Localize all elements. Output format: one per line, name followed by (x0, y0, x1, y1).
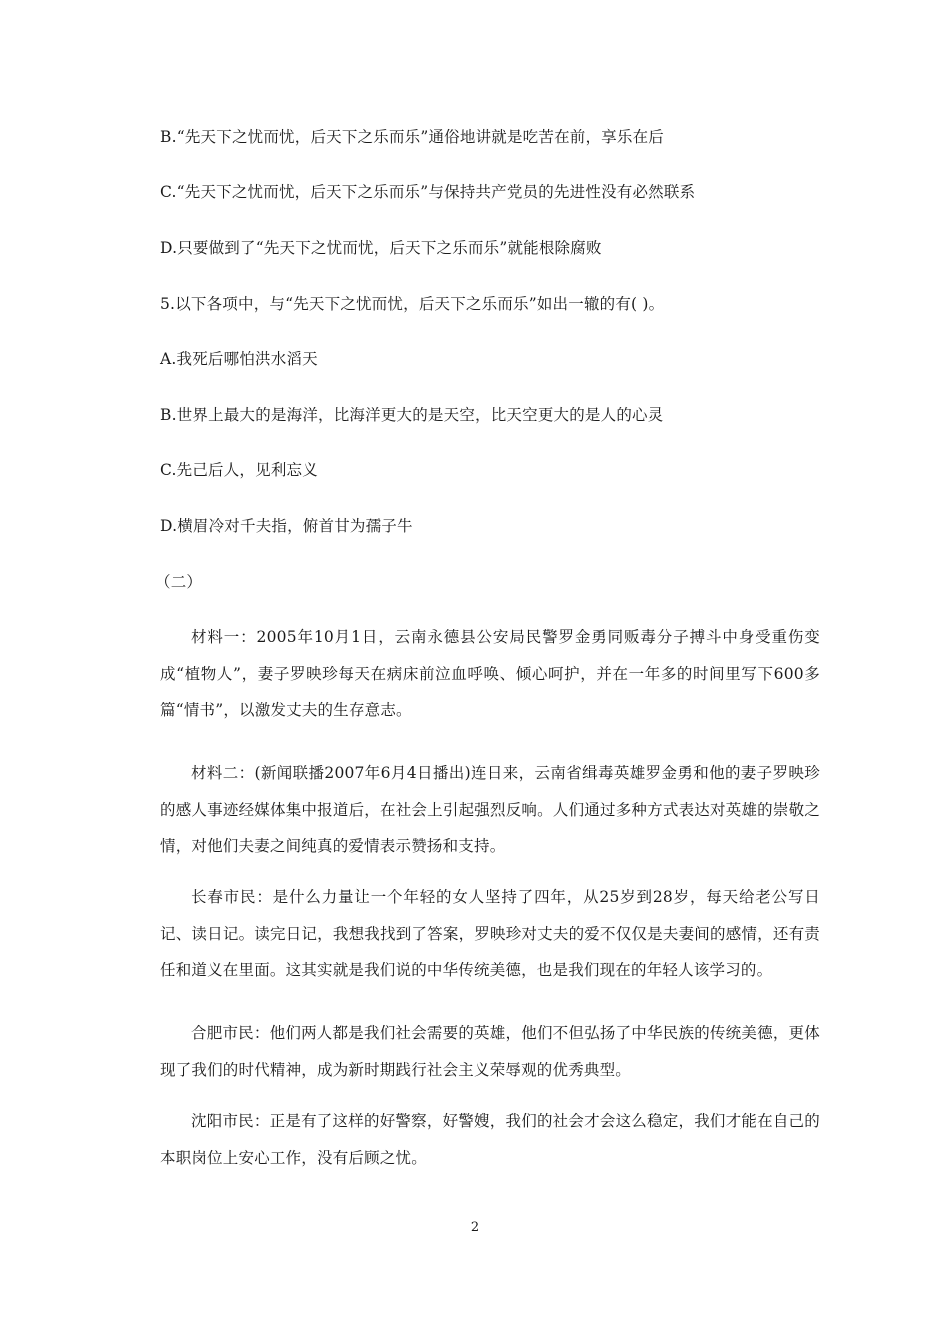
shenyang-citizen-comment: 沈阳市民：正是有了这样的好警察，好警嫂，我们的社会才会这么稳定，我们才能在自己的本职岗位上安心工作，没有后顾之忧。 (160, 1112, 820, 1167)
material-two: 材料二：(新闻联播2007年6月4日播出)连日来，云南省缉毒英雄罗金勇和他的妻子罗映珍的感人事迹经媒体集中报道后，在社会上引起强烈反响。人们通过多种方式表达对英雄的崇敬之情，对他们夫妻之间纯真的爱情表示赞扬和支持。 (160, 764, 820, 855)
option-q5-b: B.世界上最大的是海洋，比海洋更大的是天空，比天空更大的是人的心灵 (160, 406, 664, 424)
option-q5-a: A.我死后哪怕洪水滔天 (160, 350, 318, 368)
option-q5-d: D.横眉冷对千夫指，俯首甘为孺子牛 (160, 517, 413, 535)
material-one: 材料一：2005年10月1日，云南永德县公安局民警罗金勇同贩毒分子搏斗中身受重伤变成“植物人”，妻子罗映珍每天在病床前泣血呼唤、倾心呵护，并在一年多的时间里写下600多篇“情书”，以激发丈夫的生存意志。 (160, 628, 820, 719)
option-q4-d: D.只要做到了“先天下之忧而忧，后天下之乐而乐”就能根除腐败 (160, 239, 602, 257)
question-5-stem: 5.以下各项中，与“先天下之忧而忧，后天下之乐而乐”如出一辙的有( )。 (160, 295, 665, 313)
page-number: 2 (470, 1220, 480, 1235)
option-q4-b: B.“先天下之忧而忧，后天下之乐而乐”通俗地讲就是吃苦在前，享乐在后 (160, 128, 664, 146)
option-q5-c: C.先己后人，见利忘义 (160, 461, 318, 479)
changchun-citizen-comment: 长春市民：是什么力量让一个年轻的女人坚持了四年，从25岁到28岁，每天给老公写日记、读日记。读完日记，我想我找到了答案，罗映珍对丈夫的爱不仅仅是夫妻间的感情，还有责任和道义在里面。这其实就是我们说的中华传统美德，也是我们现在的年轻人该学习的。 (160, 888, 820, 979)
section-heading: （二） (155, 573, 203, 591)
option-q4-c: C.“先天下之忧而忧，后天下之乐而乐”与保持共产党员的先进性没有必然联系 (160, 183, 696, 201)
hefei-citizen-comment: 合肥市民：他们两人都是我们社会需要的英雄，他们不但弘扬了中华民族的传统美德，更体现了我们的时代精神，成为新时期践行社会主义荣辱观的优秀典型。 (160, 1024, 820, 1079)
